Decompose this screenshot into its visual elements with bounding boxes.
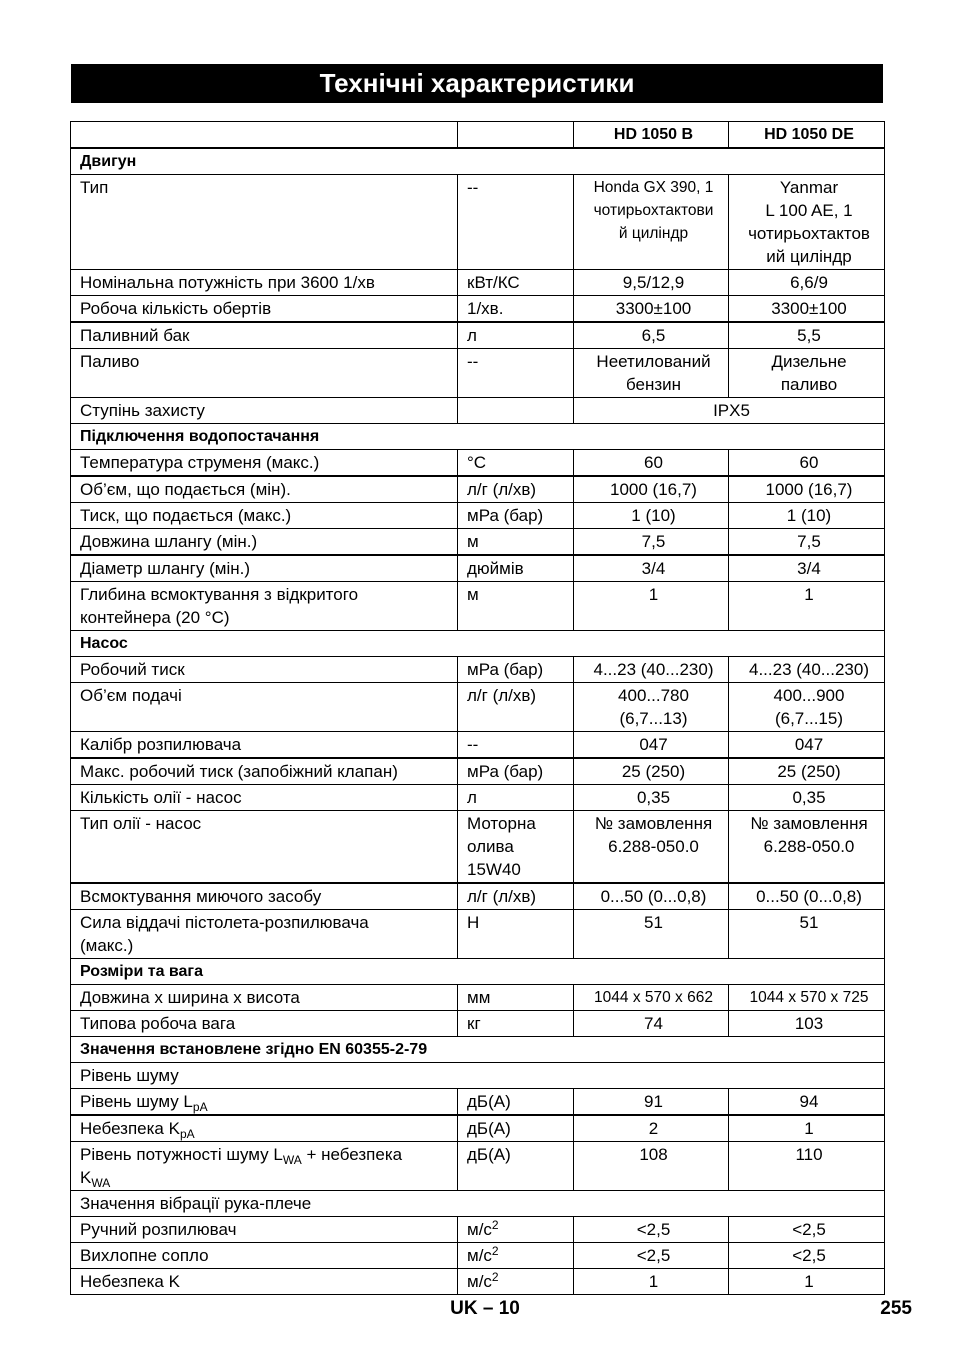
value-line: Honda GX 390, 1 xyxy=(593,179,714,196)
label-line: Глибина всмоктування з відкритого xyxy=(80,585,359,604)
label-text: + небезпека xyxy=(301,1145,403,1164)
row-label: Кількість олії - насос xyxy=(71,785,458,811)
value-b: 74 xyxy=(574,1011,729,1037)
table-row xyxy=(71,503,885,529)
value-line: бензин xyxy=(625,375,682,394)
table-row xyxy=(71,657,885,683)
value-de: 60 xyxy=(729,450,885,477)
value-b: 6,5 xyxy=(574,322,729,349)
row-unit xyxy=(458,398,574,424)
unit-superscript: 2 xyxy=(491,1270,499,1284)
section-row xyxy=(71,1037,885,1063)
page-title: Технічні характеристики xyxy=(71,64,883,103)
value-b: 1 (10) xyxy=(574,503,729,529)
row-unit: л/г (л/хв) xyxy=(458,476,574,503)
value-de: 3300±100 xyxy=(729,296,885,323)
value-de: 1000 (16,7) xyxy=(729,476,885,503)
row-unit: -- xyxy=(458,349,574,398)
label-line: (макс.) xyxy=(80,936,134,955)
footer-section-label: UK – 10 xyxy=(450,1298,520,1319)
table-row xyxy=(71,398,885,424)
unit-superscript: 2 xyxy=(491,1244,499,1258)
label-text: Рівень шуму L xyxy=(80,1092,193,1111)
value-b xyxy=(574,683,729,732)
value-b: 047 xyxy=(574,732,729,759)
value-line: ий циліндр xyxy=(766,247,852,266)
unit-text: м/с xyxy=(467,1246,492,1265)
value-line: Неетилований xyxy=(596,352,711,371)
value-de: 94 xyxy=(729,1089,885,1116)
header-empty-cell xyxy=(71,122,458,149)
row-label xyxy=(71,1142,458,1191)
value-b: 60 xyxy=(574,450,729,477)
row-unit: дюймів xyxy=(458,555,574,582)
row-unit: л/г (л/хв) xyxy=(458,883,574,910)
row-unit: дБ(А) xyxy=(458,1115,574,1142)
value-line: Yanmar xyxy=(779,178,839,197)
subsection-noise: Рівень шуму xyxy=(71,1063,885,1089)
value-b: 2 xyxy=(574,1115,729,1142)
row-unit: -- xyxy=(458,175,574,270)
label-text: K xyxy=(80,1168,92,1187)
row-label: Паливний бак xyxy=(71,322,458,349)
label-subscript: pA xyxy=(179,1127,195,1141)
row-unit: м xyxy=(458,529,574,556)
table-row xyxy=(71,1089,885,1116)
unit-text: м/с xyxy=(467,1220,492,1239)
table-row xyxy=(71,1142,885,1191)
value-de: <2,5 xyxy=(729,1243,885,1269)
section-engine: Двигун xyxy=(71,148,885,175)
value-b: 3/4 xyxy=(574,555,729,582)
table-row xyxy=(71,683,885,732)
unit-line: Моторна xyxy=(467,814,536,833)
row-label: Калібр розпилювача xyxy=(71,732,458,759)
row-label: Ступінь захисту xyxy=(71,398,458,424)
value-b xyxy=(574,349,729,398)
table-row xyxy=(71,811,885,884)
label-text: Небезпека K xyxy=(80,1119,180,1138)
value-de: 0...50 (0...0,8) xyxy=(729,883,885,910)
table-row xyxy=(71,270,885,296)
row-label: Температура струменя (макс.) xyxy=(71,450,458,477)
table-row xyxy=(71,1011,885,1037)
row-label xyxy=(71,1115,458,1142)
row-label: Вихлопне сопло xyxy=(71,1243,458,1269)
row-label: Довжина х ширина х висота xyxy=(71,985,458,1011)
value-b: <2,5 xyxy=(574,1243,729,1269)
value-b: 51 xyxy=(574,910,729,959)
row-unit: л xyxy=(458,322,574,349)
value-line: чотирьохтактов xyxy=(748,224,870,243)
row-unit: дБ(А) xyxy=(458,1089,574,1116)
value-b: 0,35 xyxy=(574,785,729,811)
header-hd1050de: HD 1050 DE xyxy=(729,122,885,149)
row-unit: °C xyxy=(458,450,574,477)
row-label: Діаметр шлангу (мін.) xyxy=(71,555,458,582)
row-label: Довжина шлангу (мін.) xyxy=(71,529,458,556)
value-line: 6.288-050.0 xyxy=(763,837,855,856)
value-line: 6.288-050.0 xyxy=(608,837,699,856)
table-row xyxy=(71,1243,885,1269)
value-line: (6,7...13) xyxy=(619,709,688,728)
value-de: 5,5 xyxy=(729,322,885,349)
value-line: й циліндр xyxy=(618,225,689,242)
row-unit: -- xyxy=(458,732,574,759)
row-unit xyxy=(458,811,574,884)
row-unit: кг xyxy=(458,1011,574,1037)
row-unit: кВт/КС xyxy=(458,270,574,296)
value-de: 4...23 (40...230) xyxy=(729,657,885,683)
value-de: 103 xyxy=(729,1011,885,1037)
value-b: 4...23 (40...230) xyxy=(574,657,729,683)
table-header-row xyxy=(71,122,885,149)
row-unit: Н xyxy=(458,910,574,959)
value-de: 1 xyxy=(729,582,885,631)
label-line: Сила віддачі пістолета-розпилювача xyxy=(80,913,369,932)
value-line: (6,7...15) xyxy=(774,709,844,728)
value-b: <2,5 xyxy=(574,1217,729,1243)
subsection-row xyxy=(71,1063,885,1089)
row-label: Робочий тиск xyxy=(71,657,458,683)
table-row xyxy=(71,175,885,270)
value-b xyxy=(574,811,729,884)
table-row xyxy=(71,476,885,503)
label-subscript: pA xyxy=(192,1100,208,1114)
value-b: 3300±100 xyxy=(574,296,729,323)
label-subscript: WA xyxy=(282,1153,302,1167)
section-row xyxy=(71,959,885,985)
row-label: Тиск, що подається (макс.) xyxy=(71,503,458,529)
row-label: Всмоктування миючого засобу xyxy=(71,883,458,910)
value-b: 0...50 (0...0,8) xyxy=(574,883,729,910)
row-unit xyxy=(458,1269,574,1295)
value-both: IPX5 xyxy=(574,398,885,424)
unit-superscript: 2 xyxy=(491,1218,499,1232)
row-unit: л xyxy=(458,785,574,811)
row-label: Номінальна потужність при 3600 1/хв xyxy=(71,270,458,296)
subsection-vibration: Значення вібрації рука-плече xyxy=(71,1191,885,1217)
row-unit: мРа (бар) xyxy=(458,657,574,683)
table-row xyxy=(71,785,885,811)
value-line: Дизельне xyxy=(771,352,847,371)
footer-page-number: 255 xyxy=(880,1298,912,1319)
table-row xyxy=(71,1217,885,1243)
table-row xyxy=(71,758,885,785)
table-row xyxy=(71,322,885,349)
table-row xyxy=(71,450,885,477)
subsection-row xyxy=(71,1191,885,1217)
section-water: Підключення водопостачання xyxy=(71,424,885,450)
label-line xyxy=(80,1166,453,1189)
section-norm: Значення встановлене згідно EN 60355-2-79 xyxy=(71,1037,885,1063)
value-de xyxy=(729,175,885,270)
unit-line: 15W40 xyxy=(467,860,521,879)
section-pump: Насос xyxy=(71,631,885,657)
value-b: 1000 (16,7) xyxy=(574,476,729,503)
value-de: 1044 x 570 x 725 xyxy=(729,985,885,1011)
value-de: 1 xyxy=(729,1269,885,1295)
value-de: 3/4 xyxy=(729,555,885,582)
row-label: Типова робоча вага xyxy=(71,1011,458,1037)
value-de: 1 xyxy=(729,1115,885,1142)
value-de xyxy=(729,683,885,732)
value-line: паливо xyxy=(780,375,838,394)
value-line: 400...900 xyxy=(773,686,845,705)
row-unit xyxy=(458,1243,574,1269)
value-de: 25 (250) xyxy=(729,758,885,785)
unit-line: олива xyxy=(467,837,514,856)
value-b: 1044 x 570 x 662 xyxy=(574,985,729,1011)
table-row xyxy=(71,985,885,1011)
table-row xyxy=(71,1269,885,1295)
value-de: 51 xyxy=(729,910,885,959)
row-label: Небезпека K xyxy=(71,1269,458,1295)
row-label: Ручний розпилювач xyxy=(71,1217,458,1243)
table-row xyxy=(71,529,885,556)
specifications-table xyxy=(70,121,885,1295)
table-row xyxy=(71,883,885,910)
row-label xyxy=(71,910,458,959)
value-de xyxy=(729,349,885,398)
row-label: Об’єм подачі xyxy=(71,683,458,732)
value-de: 0,35 xyxy=(729,785,885,811)
value-line: чотирьохтактови xyxy=(593,202,714,219)
label-line: контейнера (20 °C) xyxy=(80,608,230,627)
value-de: 7,5 xyxy=(729,529,885,556)
value-b: 7,5 xyxy=(574,529,729,556)
table-row xyxy=(71,296,885,323)
value-line: № замовлення xyxy=(594,814,713,833)
row-unit: мм xyxy=(458,985,574,1011)
row-label: Макс. робочий тиск (запобіжний клапан) xyxy=(71,758,458,785)
value-de: 047 xyxy=(729,732,885,759)
value-b: 108 xyxy=(574,1142,729,1191)
value-de xyxy=(729,811,885,884)
value-de: 1 (10) xyxy=(729,503,885,529)
row-label: Тип олії - насос xyxy=(71,811,458,884)
row-label xyxy=(71,1089,458,1116)
table-row xyxy=(71,910,885,959)
header-hd1050b: HD 1050 B xyxy=(574,122,729,149)
unit-text: м/с xyxy=(467,1272,492,1291)
value-line: L 100 AE, 1 xyxy=(765,201,853,220)
value-b: 1 xyxy=(574,1269,729,1295)
table-row xyxy=(71,1115,885,1142)
row-unit: мРа (бар) xyxy=(458,758,574,785)
header-empty-cell xyxy=(458,122,574,149)
table-row xyxy=(71,555,885,582)
section-row xyxy=(71,148,885,175)
value-b xyxy=(574,175,729,270)
row-unit: м xyxy=(458,582,574,631)
row-unit xyxy=(458,1217,574,1243)
section-row xyxy=(71,631,885,657)
row-label: Робоча кількість обертів xyxy=(71,296,458,323)
section-row xyxy=(71,424,885,450)
section-dimensions: Розміри та вага xyxy=(71,959,885,985)
label-line xyxy=(80,1143,453,1166)
value-b: 25 (250) xyxy=(574,758,729,785)
value-de: 110 xyxy=(729,1142,885,1191)
row-unit: 1/хв. xyxy=(458,296,574,323)
row-label: Об’єм, що подається (мін). xyxy=(71,476,458,503)
row-label: Паливо xyxy=(71,349,458,398)
value-b: 1 xyxy=(574,582,729,631)
value-b: 91 xyxy=(574,1089,729,1116)
value-line: № замовлення xyxy=(750,814,868,833)
value-de: 6,6/9 xyxy=(729,270,885,296)
row-unit: л/г (л/хв) xyxy=(458,683,574,732)
table-row xyxy=(71,582,885,631)
value-de: <2,5 xyxy=(729,1217,885,1243)
row-label: Тип xyxy=(71,175,458,270)
label-subscript: WA xyxy=(91,1176,111,1190)
label-text: Рівень потужності шуму L xyxy=(80,1145,283,1164)
value-line: 400...780 xyxy=(618,686,689,705)
row-unit: дБ(А) xyxy=(458,1142,574,1191)
row-unit: мРа (бар) xyxy=(458,503,574,529)
table-row xyxy=(71,732,885,759)
value-b: 9,5/12,9 xyxy=(574,270,729,296)
row-label xyxy=(71,582,458,631)
table-row xyxy=(71,349,885,398)
